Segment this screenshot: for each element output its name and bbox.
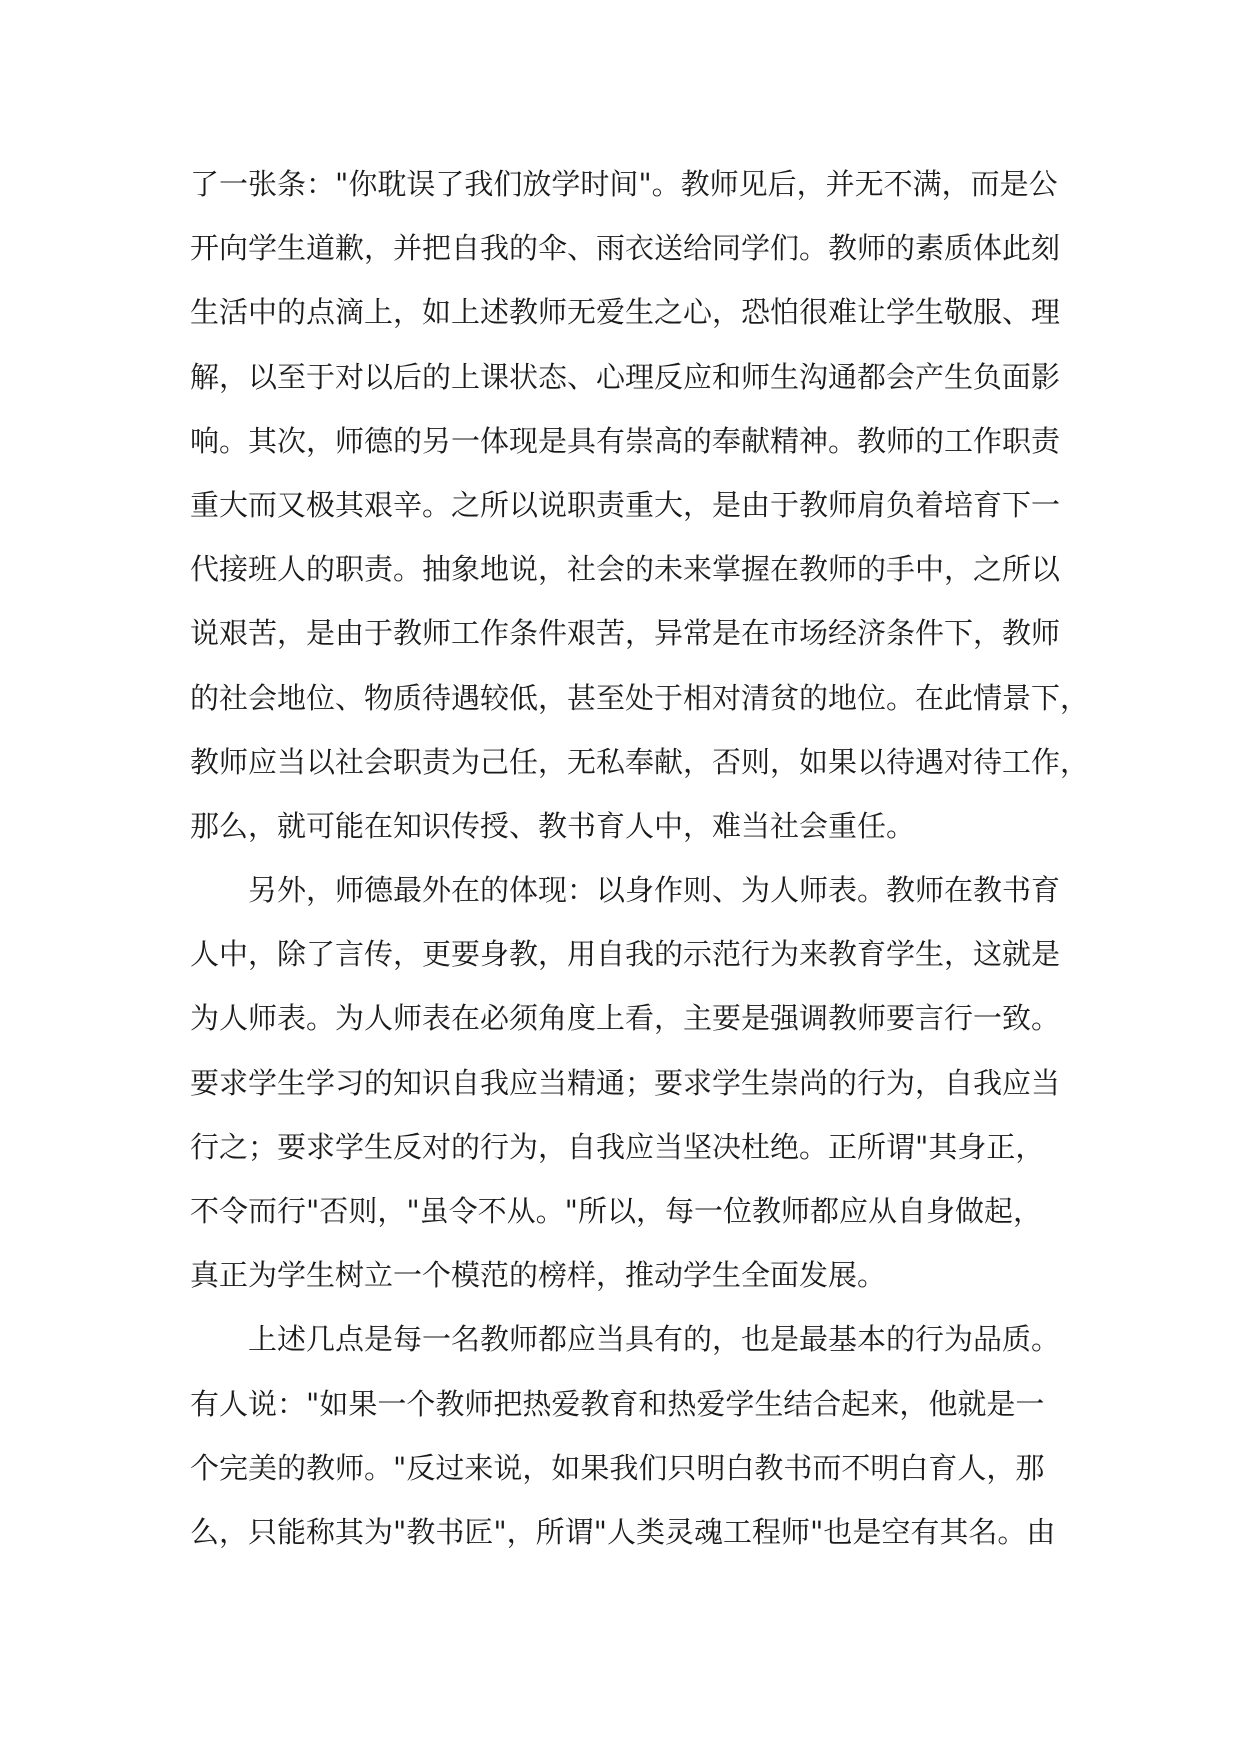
text-line: 教师应当以社会职责为己任，无私奉献，否则，如果以待遇对待工作， — [190, 744, 1090, 779]
text-line: 个完美的教师。"反过来说，如果我们只明白教书而不明白育人，那 — [190, 1450, 1045, 1485]
text-line: 代接班人的职责。抽象地说，社会的未来掌握在教师的手中，之所以 — [190, 552, 1061, 587]
document-body — [190, 152, 1090, 1564]
paragraph-first-line: 另外，师德最外在的体现：以身作则、为人师表。教师在教书育 — [248, 873, 1061, 908]
text-line: 响。其次，师德的另一体现是具有崇高的奉献精神。教师的工作职责 — [190, 423, 1061, 458]
text-line: 人中，除了言传，更要身教，用自我的示范行为来教育学生，这就是 — [190, 937, 1061, 972]
text-line: 要求学生学习的知识自我应当精通；要求学生崇尚的行为，自我应当 — [190, 1065, 1061, 1100]
text-line: 不令而行"否则，"虽令不从。"所以，每一位教师都应从自身做起， — [190, 1194, 1043, 1228]
text-line: 开向学生道歉，并把自我的伞、雨衣送给同学们。教师的素质体此刻 — [190, 231, 1061, 266]
text-line: 为人师表。为人师表在必须角度上看，主要是强调教师要言行一致。 — [190, 1001, 1061, 1036]
text-line: 说艰苦，是由于教师工作条件艰苦，异常是在市场经济条件下，教师 — [190, 616, 1061, 651]
text-line: 真正为学生树立一个模范的榜样，推动学生全面发展。 — [190, 1258, 887, 1293]
text-line: 么，只能称其为"教书匠"，所谓"人类灵魂工程师"也是空有其名。由 — [190, 1514, 1056, 1549]
text-line: 解，以至于对以后的上课状态、心理反应和师生沟通都会产生负面影 — [190, 359, 1061, 394]
text-line: 重大而又极其艰辛。之所以说职责重大，是由于教师肩负着培育下一 — [190, 487, 1061, 522]
text-line: 生活中的点滴上，如上述教师无爱生之心，恐怕很难让学生敬服、理 — [190, 295, 1061, 330]
text-line: 的社会地位、物质待遇较低，甚至处于相对清贫的地位。在此情景下， — [190, 680, 1090, 715]
text-line: 那么，就可能在知识传授、教书育人中，难当社会重任。 — [190, 808, 916, 843]
paragraph-first-line: 上述几点是每一名教师都应当具有的，也是最基本的行为品质。 — [248, 1322, 1061, 1357]
text-line: 有人说："如果一个教师把热爱教育和热爱学生结合起来，他就是一 — [190, 1386, 1045, 1421]
text-line: 了一张条："你耽误了我们放学时间"。教师见后，并无不满，而是公 — [190, 167, 1058, 201]
text-line: 行之；要求学生反对的行为，自我应当坚决杜绝。正所谓"其身正， — [190, 1129, 1045, 1164]
